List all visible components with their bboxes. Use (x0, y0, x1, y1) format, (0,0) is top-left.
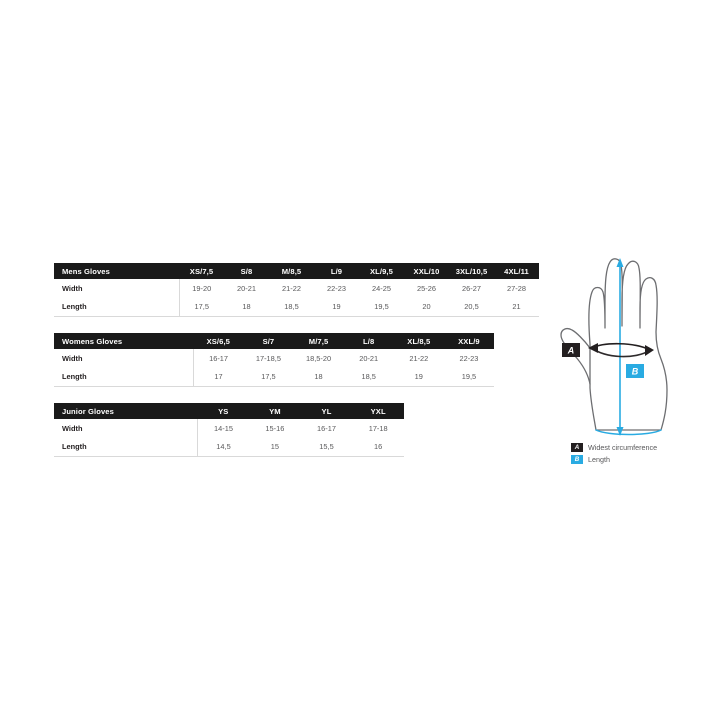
table-row (54, 279, 539, 298)
size-header: M/7,5 (293, 333, 343, 349)
table-cell: 20,5 (449, 298, 494, 317)
table-cell: 27-28 (507, 283, 526, 293)
svg-text:B: B (631, 366, 639, 377)
table-cell: 16 (352, 438, 404, 457)
size-header: YL (301, 403, 353, 419)
size-header: S/7 (243, 333, 293, 349)
table-cell: 14,5 (197, 438, 249, 457)
table-row (54, 438, 404, 457)
size-header: 3XL/10,5 (449, 263, 494, 279)
size-header: 4XL/11 (494, 263, 539, 279)
table-cell: 20 (404, 298, 449, 317)
table-title: Womens Gloves (54, 333, 193, 349)
legend-label-a: Widest circumference (588, 443, 658, 452)
table-junior-gloves (54, 403, 404, 457)
table-cell: 25-26 (417, 283, 436, 293)
table-womens-gloves (54, 333, 494, 387)
table-title: Junior Gloves (54, 403, 197, 419)
table-cell: 18,5 (344, 368, 394, 387)
table-cell: 17,5 (179, 298, 224, 317)
legend-badge-a-icon: A (571, 443, 583, 452)
table-cell: 18,5 (269, 298, 314, 317)
table-cell: 19-20 (192, 283, 212, 293)
table-header-row (54, 403, 404, 419)
table-cell: 21-22 (409, 353, 429, 363)
table-cell: 14-15 (214, 423, 233, 433)
marker-b (626, 364, 644, 378)
table-cell: 19 (394, 368, 444, 387)
table-spacer (54, 387, 539, 403)
legend-label-b: Length (588, 455, 610, 464)
table-cell: 16-17 (317, 423, 336, 433)
size-header: L/9 (314, 263, 359, 279)
svg-text:A: A (567, 345, 575, 356)
table-cell: 19,5 (359, 298, 404, 317)
row-label: Length (54, 298, 179, 317)
table-cell: 17-18,5 (255, 353, 281, 363)
table-cell: 17-18 (368, 423, 388, 433)
arrow-head-right (645, 345, 654, 356)
table-cell: 15,5 (301, 438, 353, 457)
table-cell: 21 (494, 298, 539, 317)
table-row (54, 349, 494, 368)
size-tables (54, 263, 539, 457)
table-cell: 18 (293, 368, 343, 387)
row-label: Width (54, 349, 193, 368)
table-cell: 17,5 (243, 368, 293, 387)
table-row (54, 368, 494, 387)
table-cell: 20-21 (359, 353, 379, 363)
table-cell: 20-21 (237, 283, 256, 293)
size-header: XXL/10 (404, 263, 449, 279)
size-header: YM (249, 403, 301, 419)
table-cell: 21-22 (282, 283, 301, 293)
row-label: Length (54, 438, 197, 457)
glove-measurement-diagram (548, 248, 700, 458)
size-header: M/8,5 (269, 263, 314, 279)
table-cell: 24-25 (372, 283, 391, 293)
size-header: XS/7,5 (179, 263, 224, 279)
size-header: XL/8,5 (394, 333, 444, 349)
table-cell: 18 (224, 298, 269, 317)
table-header-row (54, 333, 494, 349)
table-row (54, 298, 539, 317)
size-header: XS/6,5 (193, 333, 243, 349)
table-title: Mens Gloves (54, 263, 179, 279)
table-cell: 26-27 (462, 283, 481, 293)
table-spacer (54, 317, 539, 333)
table-cell: 19 (314, 298, 359, 317)
table-mens-gloves (54, 263, 539, 317)
marker-a (562, 343, 580, 357)
legend-item-a (571, 442, 720, 453)
table-cell: 22-23 (459, 353, 479, 363)
size-header: XXL/9 (444, 333, 494, 349)
table-row (54, 419, 404, 438)
table-cell: 18,5-20 (306, 353, 332, 363)
row-label: Width (54, 419, 197, 438)
row-label: Width (54, 279, 179, 298)
diagram-legend (571, 442, 720, 466)
row-label: Length (54, 368, 193, 387)
table-cell: 15 (249, 438, 301, 457)
table-cell: 19,5 (444, 368, 494, 387)
table-cell: 22-23 (327, 283, 346, 293)
size-header: L/8 (344, 333, 394, 349)
table-cell: 17 (193, 368, 243, 387)
size-header: YS (197, 403, 249, 419)
table-cell: 15-16 (265, 423, 285, 433)
size-header: XL/9,5 (359, 263, 404, 279)
size-header: YXL (352, 403, 404, 419)
size-header: S/8 (224, 263, 269, 279)
legend-badge-b-icon: B (571, 455, 583, 464)
table-cell: 16-17 (209, 353, 228, 363)
legend-item-b (571, 454, 720, 465)
table-header-row (54, 263, 539, 279)
